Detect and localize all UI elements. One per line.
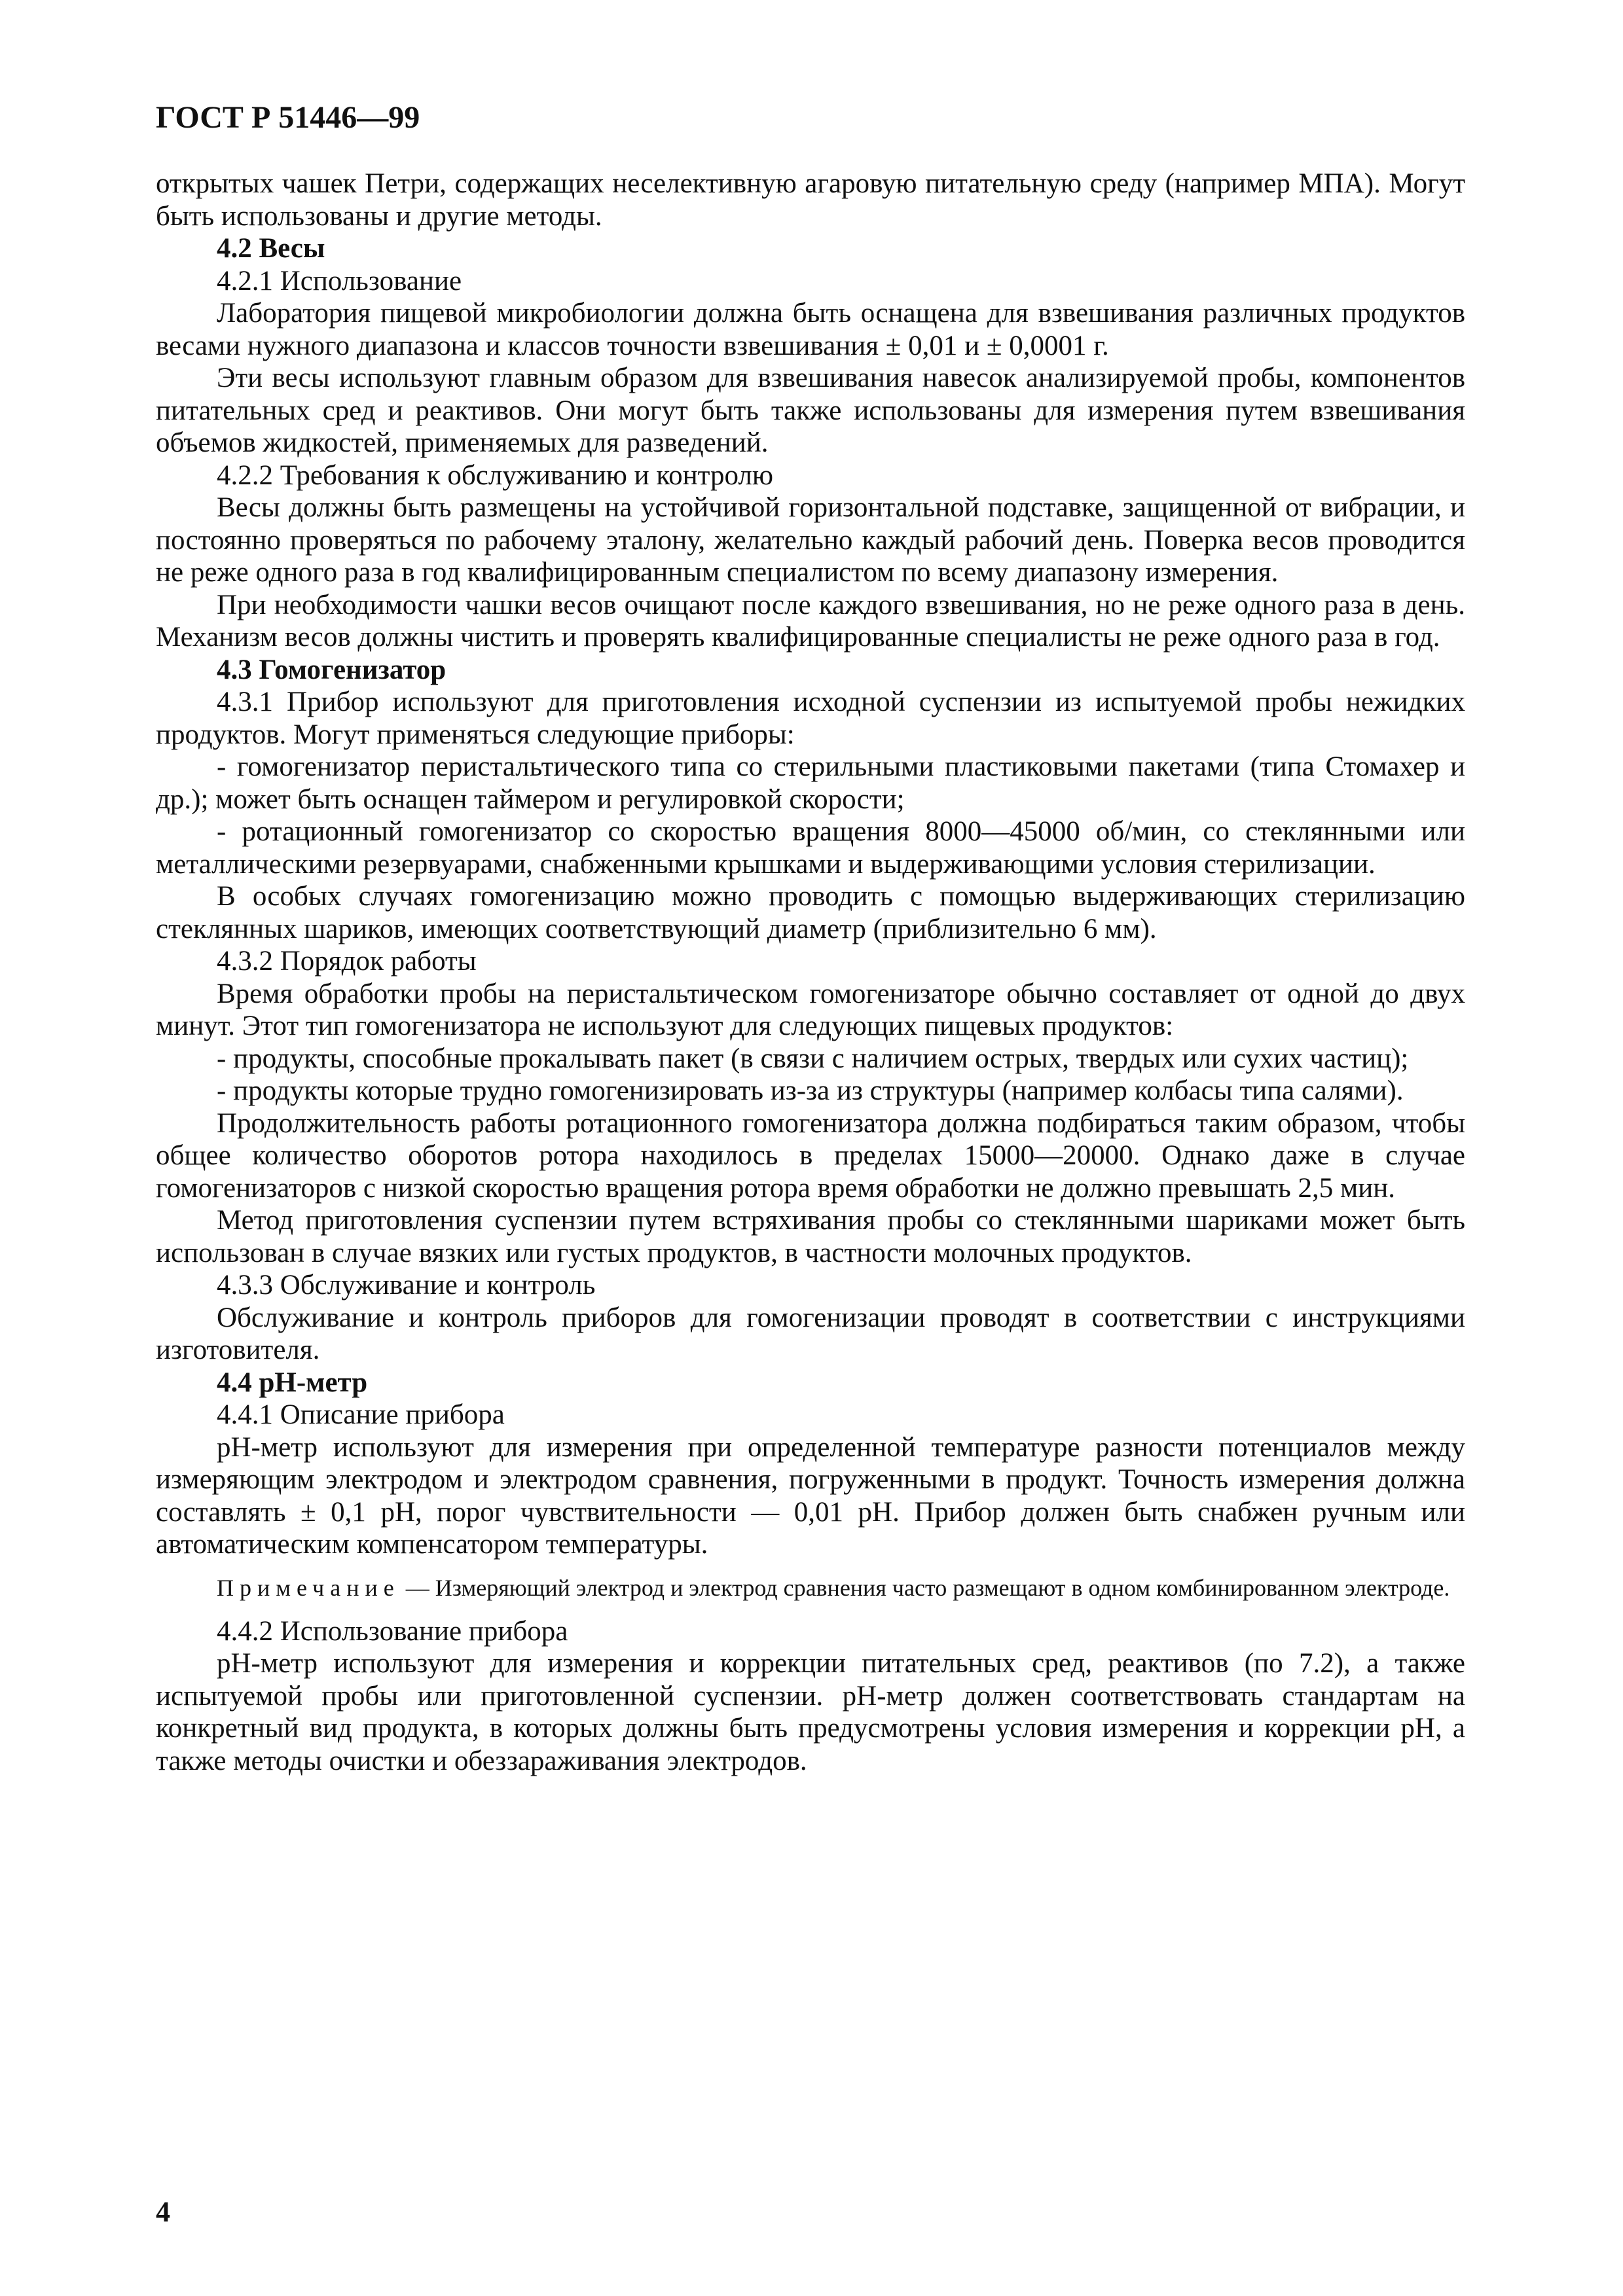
section-heading-4-3: 4.3 Гомогенизатор: [217, 654, 447, 685]
document-page: [156, 98, 1465, 2219]
subsection-heading-4-4-2: 4.4.2 Использование прибора: [217, 1615, 568, 1647]
paragraph: 4.3.1 Прибор используют для приготовления исходной суспензии из испытуемой пробы нежидких продуктов. Могут применяться следующие приборы:: [156, 687, 1465, 750]
subsection-heading-4-3-2: 4.3.2 Порядок работы: [217, 946, 477, 977]
paragraph: Время обработки пробы на перистальтическом гомогенизаторе обычно составляет от одной до двух минут. Этот тип гомогенизатора не используют для следующих пищевых продуктов:: [156, 978, 1465, 1041]
section-heading-4-2: 4.2 Весы: [217, 233, 325, 264]
subsection-heading-4-2-1: 4.2.1 Использование: [217, 265, 462, 296]
document-body: [156, 168, 1465, 1777]
subsection-heading-4-4-1: 4.4.1 Описание прибора: [217, 1399, 505, 1430]
paragraph: Лаборатория пищевой микробиологии должна быть оснащена для взвешивания различных продуктов весами нужного диапазона и классов точности взвешивания ± 0,01 и ± 0,0001 г.: [156, 298, 1465, 361]
paragraph: pH-метр используют для измерения и коррекции питательных сред, реактивов (по 7.2), а также испытуемой пробы или приготовленной суспензии. pH-метр должен соответствовать стандартам на конкретный вид продукта, в которых должны быть предусмотрены условия измерения и коррекции pH, а также методы очистки и обеззараживания электродов.: [156, 1648, 1465, 1776]
paragraph: Обслуживание и контроль приборов для гомогенизации проводят в соответствии с инструкциями изготовителя.: [156, 1302, 1465, 1365]
paragraph: открытых чашек Петри, содержащих неселективную агаровую питательную среду (например МПА). Могут быть использованы и другие методы.: [156, 168, 1465, 232]
paragraph: Метод приготовления суспензии путем встряхивания пробы со стеклянными шариками может быть использован в случае вязких или густых продуктов, в частности молочных продуктов.: [156, 1205, 1465, 1268]
paragraph: При необходимости чашки весов очищают после каждого взвешивания, но не реже одного раза в день. Механизм весов должны чистить и проверять квалифицированные специалисты не реже одного раза в год.: [156, 589, 1465, 653]
note-text: — Измеряющий электрод и электрод сравнения часто размещают в одном комбинированном электроде.: [399, 1574, 1450, 1601]
document-header: ГОСТ Р 51446—99: [156, 100, 420, 135]
paragraph: pH-метр используют для измерения при определенной температуре разности потенциалов между измеряющим электродом и электродом сравнения, погруженными в продукт. Точность измерения должна составлять ± 0,1 pH, порог чувствительности — 0,01 pH. Прибор должен быть снабжен ручным или автоматическим компенсатором температуры.: [156, 1431, 1465, 1560]
list-item: - ротационный гомогенизатор со скоростью вращения 8000—45000 об/мин, со стеклянными или металлическими резервуарами, снабженными крышками и выдерживающими условия стерилизации.: [156, 816, 1465, 880]
paragraph: В особых случаях гомогенизацию можно проводить с помощью выдерживающих стерилизацию стеклянных шариков, имеющих соответствующий диаметр (приблизительно 6 мм).: [156, 881, 1465, 944]
subsection-heading-4-3-3: 4.3.3 Обслуживание и контроль: [217, 1270, 596, 1300]
section-heading-4-4: 4.4 pH-метр: [217, 1367, 368, 1398]
note-label: Примечание: [217, 1574, 400, 1601]
list-item: - продукты, способные прокалывать пакет (в связи с наличием острых, твердых или сухих частиц);: [217, 1043, 1409, 1074]
note: [156, 1574, 1465, 1602]
list-item: - гомогенизатор перистальтического типа со стерильными пластиковыми пакетами (типа Стомахер и др.); может быть оснащен таймером и регулировкой скорости;: [156, 751, 1465, 815]
list-item: - продукты которые трудно гомогенизировать из-за из структуры (например колбасы типа салями).: [217, 1075, 1404, 1106]
paragraph: Эти весы используют главным образом для взвешивания навесок анализируемой пробы, компонентов питательных сред и реактивов. Они могут быть также использованы для измерения путем взвешивания объемов жидкостей, применяемых для разведений.: [156, 363, 1465, 458]
paragraph: Продолжительность работы ротационного гомогенизатора должна подбираться таким образом, чтобы общее количество оборотов ротора находилось в пределах 15000—20000. Однако даже в случае гомогенизаторов с низкой скоростью вращения ротора время обработки не должно превышать 2,5 мин.: [156, 1107, 1465, 1204]
subsection-heading-4-2-2: 4.2.2 Требования к обслуживанию и контролю: [217, 459, 773, 491]
page-number: 4: [156, 2196, 170, 2228]
paragraph: Весы должны быть размещены на устойчивой горизонтальной подставке, защищенной от вибрации, и постоянно проверяться по рабочему эталону, желательно каждый рабочий день. Поверка весов проводится не реже одного раза в год квалифицированным специалистом по всему диапазону измерения.: [156, 492, 1465, 588]
